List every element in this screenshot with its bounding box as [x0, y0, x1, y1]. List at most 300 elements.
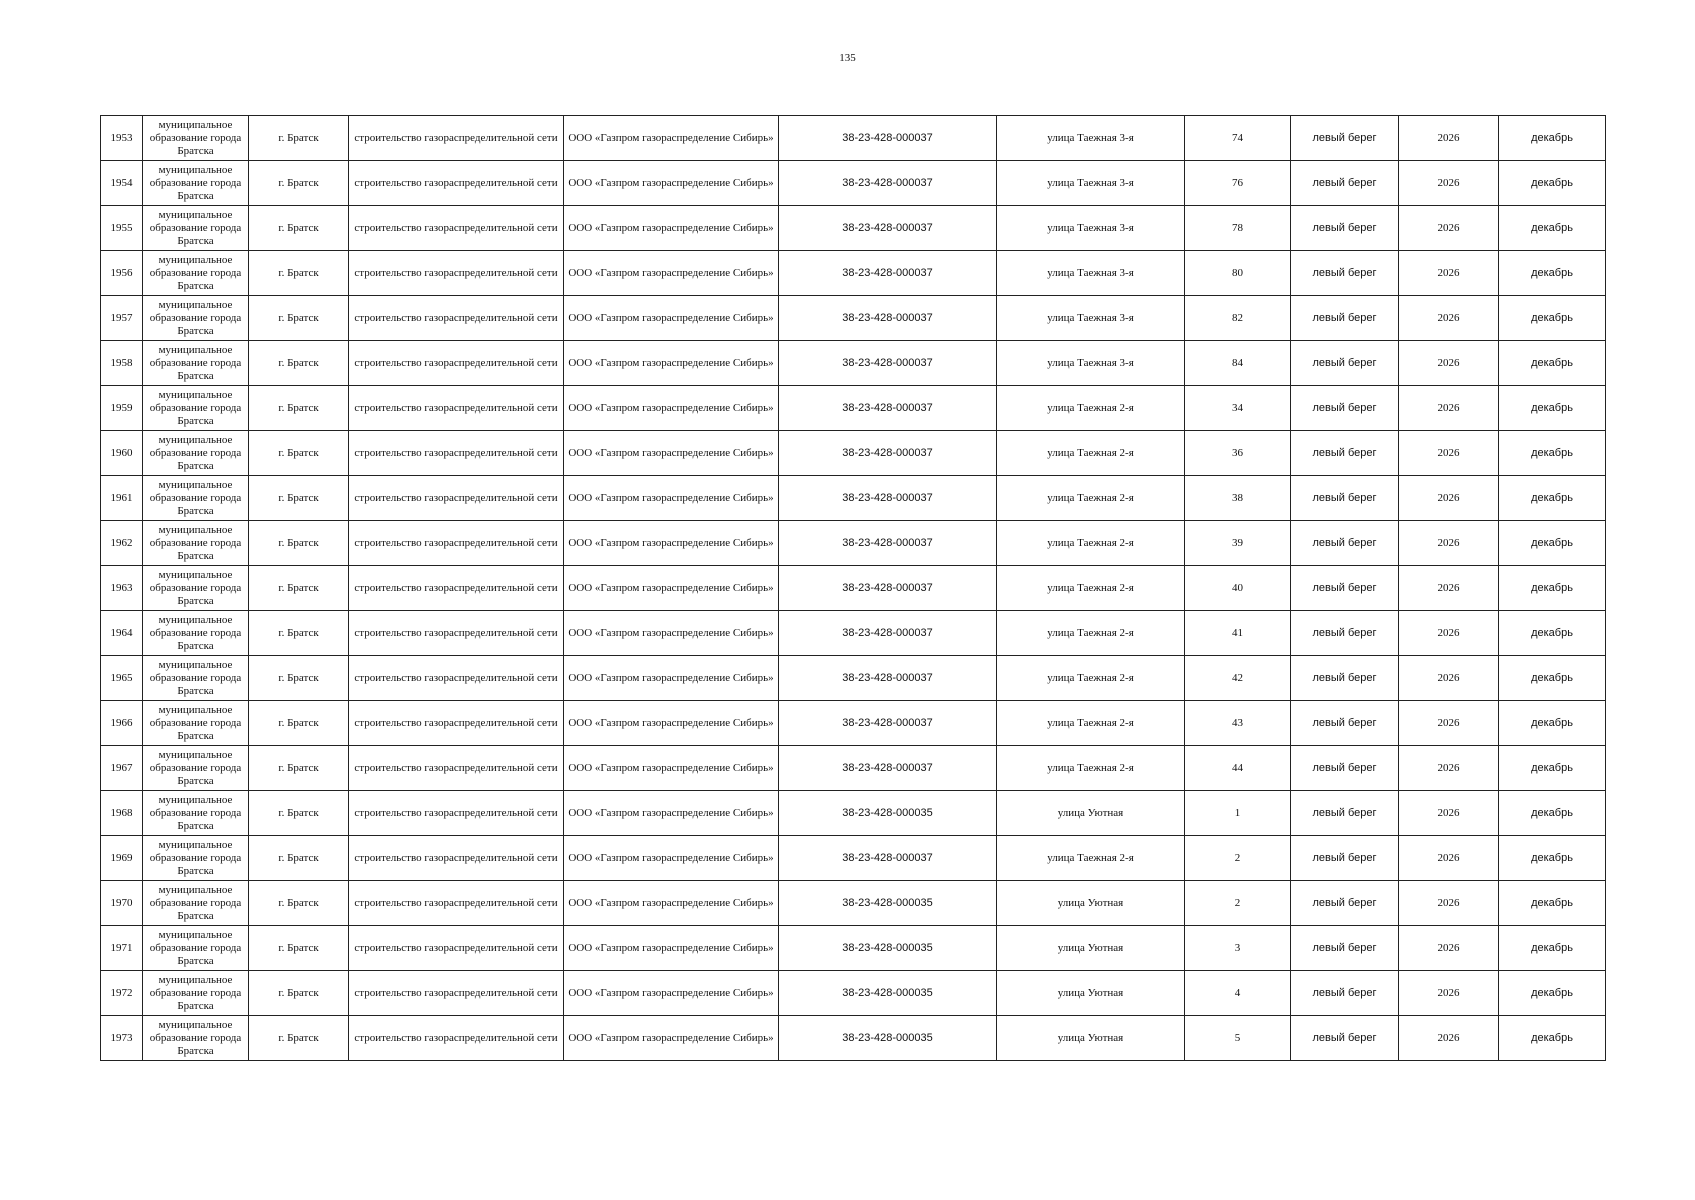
work-type-cell: строительство газораспределительной сети	[349, 566, 564, 611]
street-cell: улица Таежная 2-я	[997, 431, 1185, 476]
work-type-cell: строительство газораспределительной сети	[349, 611, 564, 656]
municipality-line-2: образование города	[149, 221, 242, 234]
work-type-cell: строительство газораспределительной сети	[349, 206, 564, 251]
municipality-cell	[143, 116, 249, 161]
table-row	[101, 251, 1606, 296]
street-cell: улица Таежная 3-я	[997, 161, 1185, 206]
network-code-cell: 38-23-428-000037	[779, 836, 997, 881]
house-number-cell: 44	[1185, 746, 1291, 791]
municipality-line-3: Братска	[177, 684, 214, 697]
year-cell: 2026	[1399, 701, 1499, 746]
table-row	[101, 701, 1606, 746]
organization-cell: ООО «Газпром газораспределение Сибирь»	[564, 251, 779, 296]
street-cell: улица Таежная 2-я	[997, 566, 1185, 611]
house-number-cell: 74	[1185, 116, 1291, 161]
city-cell: г. Братск	[249, 1016, 349, 1061]
house-number-cell: 40	[1185, 566, 1291, 611]
house-number-cell: 42	[1185, 656, 1291, 701]
city-cell: г. Братск	[249, 296, 349, 341]
year-cell: 2026	[1399, 431, 1499, 476]
year-cell: 2026	[1399, 161, 1499, 206]
row-number-cell: 1971	[101, 926, 143, 971]
organization-cell: ООО «Газпром газораспределение Сибирь»	[564, 611, 779, 656]
network-code-cell: 38-23-428-000037	[779, 116, 997, 161]
city-cell: г. Братск	[249, 791, 349, 836]
month-cell: декабрь	[1499, 656, 1606, 701]
municipality-line-1: муниципальное	[158, 748, 233, 761]
municipality-line-3: Братска	[177, 729, 214, 742]
municipality-line-2: образование города	[149, 446, 242, 459]
municipality-line-2: образование города	[149, 311, 242, 324]
street-cell: улица Таежная 2-я	[997, 611, 1185, 656]
organization-cell: ООО «Газпром газораспределение Сибирь»	[564, 746, 779, 791]
street-cell: улица Уютная	[997, 971, 1185, 1016]
work-type-cell: строительство газораспределительной сети	[349, 341, 564, 386]
municipality-line-2: образование города	[149, 266, 242, 279]
municipality-line-1: муниципальное	[158, 1018, 233, 1031]
street-cell: улица Таежная 3-я	[997, 116, 1185, 161]
municipality-line-3: Братска	[177, 459, 214, 472]
municipality-cell	[143, 521, 249, 566]
row-number-cell: 1966	[101, 701, 143, 746]
municipality-cell	[143, 611, 249, 656]
work-type-cell: строительство газораспределительной сети	[349, 701, 564, 746]
city-cell: г. Братск	[249, 701, 349, 746]
network-code-cell: 38-23-428-000035	[779, 791, 997, 836]
network-code-cell: 38-23-428-000037	[779, 251, 997, 296]
municipality-line-1: муниципальное	[158, 523, 233, 536]
work-type-cell: строительство газораспределительной сети	[349, 476, 564, 521]
row-number-cell: 1968	[101, 791, 143, 836]
network-code-cell: 38-23-428-000037	[779, 341, 997, 386]
municipality-cell	[143, 971, 249, 1016]
row-number-cell: 1964	[101, 611, 143, 656]
work-type-cell: строительство газораспределительной сети	[349, 971, 564, 1016]
month-cell: декабрь	[1499, 566, 1606, 611]
year-cell: 2026	[1399, 881, 1499, 926]
house-number-cell: 34	[1185, 386, 1291, 431]
municipality-line-2: образование города	[149, 536, 242, 549]
city-cell: г. Братск	[249, 206, 349, 251]
month-cell: декабрь	[1499, 836, 1606, 881]
river-bank-cell: левый берег	[1291, 431, 1399, 476]
month-cell: декабрь	[1499, 206, 1606, 251]
river-bank-cell: левый берег	[1291, 116, 1399, 161]
row-number-cell: 1955	[101, 206, 143, 251]
street-cell: улица Таежная 3-я	[997, 206, 1185, 251]
municipality-line-3: Братска	[177, 954, 214, 967]
work-type-cell: строительство газораспределительной сети	[349, 251, 564, 296]
municipality-line-1: муниципальное	[158, 928, 233, 941]
street-cell: улица Таежная 3-я	[997, 296, 1185, 341]
municipality-line-3: Братска	[177, 234, 214, 247]
year-cell: 2026	[1399, 386, 1499, 431]
organization-cell: ООО «Газпром газораспределение Сибирь»	[564, 341, 779, 386]
municipality-cell	[143, 431, 249, 476]
house-number-cell: 76	[1185, 161, 1291, 206]
row-number-cell: 1962	[101, 521, 143, 566]
table-row	[101, 521, 1606, 566]
year-cell: 2026	[1399, 476, 1499, 521]
network-code-cell: 38-23-428-000037	[779, 161, 997, 206]
house-number-cell: 2	[1185, 881, 1291, 926]
year-cell: 2026	[1399, 836, 1499, 881]
network-code-cell: 38-23-428-000037	[779, 296, 997, 341]
street-cell: улица Таежная 2-я	[997, 746, 1185, 791]
municipality-line-1: муниципальное	[158, 208, 233, 221]
river-bank-cell: левый берег	[1291, 476, 1399, 521]
street-cell: улица Таежная 2-я	[997, 386, 1185, 431]
municipality-line-2: образование города	[149, 671, 242, 684]
row-number-cell: 1954	[101, 161, 143, 206]
city-cell: г. Братск	[249, 386, 349, 431]
city-cell: г. Братск	[249, 926, 349, 971]
work-type-cell: строительство газораспределительной сети	[349, 836, 564, 881]
river-bank-cell: левый берег	[1291, 161, 1399, 206]
work-type-cell: строительство газораспределительной сети	[349, 521, 564, 566]
network-code-cell: 38-23-428-000035	[779, 1016, 997, 1061]
municipality-line-1: муниципальное	[158, 253, 233, 266]
house-number-cell: 36	[1185, 431, 1291, 476]
network-code-cell: 38-23-428-000037	[779, 566, 997, 611]
row-number-cell: 1960	[101, 431, 143, 476]
table-row	[101, 881, 1606, 926]
city-cell: г. Братск	[249, 566, 349, 611]
month-cell: декабрь	[1499, 1016, 1606, 1061]
work-type-cell: строительство газораспределительной сети	[349, 431, 564, 476]
organization-cell: ООО «Газпром газораспределение Сибирь»	[564, 116, 779, 161]
organization-cell: ООО «Газпром газораспределение Сибирь»	[564, 836, 779, 881]
street-cell: улица Таежная 2-я	[997, 701, 1185, 746]
city-cell: г. Братск	[249, 161, 349, 206]
municipality-cell	[143, 341, 249, 386]
month-cell: декабрь	[1499, 431, 1606, 476]
organization-cell: ООО «Газпром газораспределение Сибирь»	[564, 791, 779, 836]
work-type-cell: строительство газораспределительной сети	[349, 926, 564, 971]
year-cell: 2026	[1399, 746, 1499, 791]
municipality-line-3: Братска	[177, 864, 214, 877]
page-number: 135	[839, 52, 856, 64]
year-cell: 2026	[1399, 116, 1499, 161]
month-cell: декабрь	[1499, 926, 1606, 971]
organization-cell: ООО «Газпром газораспределение Сибирь»	[564, 566, 779, 611]
municipality-cell	[143, 881, 249, 926]
house-number-cell: 5	[1185, 1016, 1291, 1061]
month-cell: декабрь	[1499, 971, 1606, 1016]
house-number-cell: 82	[1185, 296, 1291, 341]
year-cell: 2026	[1399, 1016, 1499, 1061]
house-number-cell: 38	[1185, 476, 1291, 521]
municipality-line-3: Братска	[177, 909, 214, 922]
municipality-line-2: образование города	[149, 896, 242, 909]
network-code-cell: 38-23-428-000037	[779, 386, 997, 431]
river-bank-cell: левый берег	[1291, 611, 1399, 656]
municipality-line-2: образование города	[149, 941, 242, 954]
municipality-cell	[143, 386, 249, 431]
year-cell: 2026	[1399, 611, 1499, 656]
year-cell: 2026	[1399, 251, 1499, 296]
organization-cell: ООО «Газпром газораспределение Сибирь»	[564, 386, 779, 431]
river-bank-cell: левый берег	[1291, 206, 1399, 251]
river-bank-cell: левый берег	[1291, 296, 1399, 341]
river-bank-cell: левый берег	[1291, 971, 1399, 1016]
municipality-line-2: образование города	[149, 131, 242, 144]
street-cell: улица Уютная	[997, 791, 1185, 836]
river-bank-cell: левый берег	[1291, 746, 1399, 791]
river-bank-cell: левый берег	[1291, 791, 1399, 836]
river-bank-cell: левый берег	[1291, 251, 1399, 296]
organization-cell: ООО «Газпром газораспределение Сибирь»	[564, 206, 779, 251]
municipality-line-1: муниципальное	[158, 298, 233, 311]
year-cell: 2026	[1399, 656, 1499, 701]
municipality-line-2: образование города	[149, 356, 242, 369]
municipality-line-2: образование города	[149, 176, 242, 189]
city-cell: г. Братск	[249, 836, 349, 881]
network-code-cell: 38-23-428-000037	[779, 656, 997, 701]
row-number-cell: 1965	[101, 656, 143, 701]
row-number-cell: 1958	[101, 341, 143, 386]
work-type-cell: строительство газораспределительной сети	[349, 791, 564, 836]
municipality-line-2: образование города	[149, 986, 242, 999]
organization-cell: ООО «Газпром газораспределение Сибирь»	[564, 431, 779, 476]
table-row	[101, 296, 1606, 341]
table-body	[101, 116, 1606, 1061]
river-bank-cell: левый берег	[1291, 656, 1399, 701]
municipality-line-1: муниципальное	[158, 118, 233, 131]
table-row	[101, 971, 1606, 1016]
street-cell: улица Таежная 2-я	[997, 656, 1185, 701]
street-cell: улица Таежная 2-я	[997, 476, 1185, 521]
work-type-cell: строительство газораспределительной сети	[349, 746, 564, 791]
row-number-cell: 1961	[101, 476, 143, 521]
table-row	[101, 656, 1606, 701]
street-cell: улица Уютная	[997, 926, 1185, 971]
organization-cell: ООО «Газпром газораспределение Сибирь»	[564, 476, 779, 521]
municipality-line-2: образование города	[149, 401, 242, 414]
table-row	[101, 431, 1606, 476]
municipality-cell	[143, 791, 249, 836]
table-row	[101, 1016, 1606, 1061]
river-bank-cell: левый берег	[1291, 1016, 1399, 1061]
work-type-cell: строительство газораспределительной сети	[349, 386, 564, 431]
municipality-line-2: образование города	[149, 806, 242, 819]
municipality-cell	[143, 566, 249, 611]
month-cell: декабрь	[1499, 161, 1606, 206]
network-code-cell: 38-23-428-000035	[779, 971, 997, 1016]
year-cell: 2026	[1399, 566, 1499, 611]
house-number-cell: 3	[1185, 926, 1291, 971]
work-type-cell: строительство газораспределительной сети	[349, 656, 564, 701]
house-number-cell: 80	[1185, 251, 1291, 296]
municipality-cell	[143, 251, 249, 296]
month-cell: декабрь	[1499, 251, 1606, 296]
municipality-line-3: Братска	[177, 549, 214, 562]
month-cell: декабрь	[1499, 881, 1606, 926]
gas-network-register-table	[100, 115, 1606, 1061]
municipality-cell	[143, 926, 249, 971]
house-number-cell: 39	[1185, 521, 1291, 566]
river-bank-cell: левый берег	[1291, 386, 1399, 431]
municipality-cell	[143, 161, 249, 206]
municipality-line-1: муниципальное	[158, 973, 233, 986]
work-type-cell: строительство газораспределительной сети	[349, 1016, 564, 1061]
city-cell: г. Братск	[249, 881, 349, 926]
table-row	[101, 116, 1606, 161]
municipality-line-2: образование города	[149, 761, 242, 774]
row-number-cell: 1956	[101, 251, 143, 296]
city-cell: г. Братск	[249, 746, 349, 791]
month-cell: декабрь	[1499, 296, 1606, 341]
network-code-cell: 38-23-428-000035	[779, 926, 997, 971]
municipality-line-3: Братска	[177, 324, 214, 337]
city-cell: г. Братск	[249, 656, 349, 701]
row-number-cell: 1959	[101, 386, 143, 431]
house-number-cell: 43	[1185, 701, 1291, 746]
municipality-cell	[143, 206, 249, 251]
municipality-cell	[143, 701, 249, 746]
month-cell: декабрь	[1499, 746, 1606, 791]
municipality-line-3: Братска	[177, 144, 214, 157]
organization-cell: ООО «Газпром газораспределение Сибирь»	[564, 656, 779, 701]
table-row	[101, 476, 1606, 521]
city-cell: г. Братск	[249, 341, 349, 386]
municipality-cell	[143, 296, 249, 341]
municipality-line-1: муниципальное	[158, 793, 233, 806]
municipality-line-1: муниципальное	[158, 478, 233, 491]
month-cell: декабрь	[1499, 386, 1606, 431]
river-bank-cell: левый берег	[1291, 926, 1399, 971]
river-bank-cell: левый берег	[1291, 701, 1399, 746]
municipality-line-1: муниципальное	[158, 343, 233, 356]
municipality-line-3: Братска	[177, 279, 214, 292]
street-cell: улица Таежная 2-я	[997, 521, 1185, 566]
table-row	[101, 386, 1606, 431]
river-bank-cell: левый берег	[1291, 836, 1399, 881]
organization-cell: ООО «Газпром газораспределение Сибирь»	[564, 521, 779, 566]
year-cell: 2026	[1399, 296, 1499, 341]
house-number-cell: 1	[1185, 791, 1291, 836]
municipality-line-3: Братска	[177, 414, 214, 427]
month-cell: декабрь	[1499, 341, 1606, 386]
organization-cell: ООО «Газпром газораспределение Сибирь»	[564, 161, 779, 206]
house-number-cell: 2	[1185, 836, 1291, 881]
municipality-cell	[143, 746, 249, 791]
table-row	[101, 341, 1606, 386]
municipality-line-3: Братска	[177, 1044, 214, 1057]
municipality-cell	[143, 1016, 249, 1061]
month-cell: декабрь	[1499, 791, 1606, 836]
municipality-line-1: муниципальное	[158, 883, 233, 896]
work-type-cell: строительство газораспределительной сети	[349, 881, 564, 926]
row-number-cell: 1957	[101, 296, 143, 341]
year-cell: 2026	[1399, 521, 1499, 566]
municipality-line-2: образование города	[149, 1031, 242, 1044]
municipality-line-1: муниципальное	[158, 433, 233, 446]
municipality-line-2: образование города	[149, 581, 242, 594]
street-cell: улица Таежная 3-я	[997, 341, 1185, 386]
month-cell: декабрь	[1499, 476, 1606, 521]
municipality-line-3: Братска	[177, 999, 214, 1012]
municipality-cell	[143, 836, 249, 881]
city-cell: г. Братск	[249, 611, 349, 656]
municipality-line-1: муниципальное	[158, 388, 233, 401]
month-cell: декабрь	[1499, 611, 1606, 656]
organization-cell: ООО «Газпром газораспределение Сибирь»	[564, 971, 779, 1016]
network-code-cell: 38-23-428-000037	[779, 521, 997, 566]
network-code-cell: 38-23-428-000035	[779, 881, 997, 926]
municipality-line-1: муниципальное	[158, 568, 233, 581]
municipality-line-3: Братска	[177, 639, 214, 652]
table-row	[101, 206, 1606, 251]
house-number-cell: 84	[1185, 341, 1291, 386]
row-number-cell: 1973	[101, 1016, 143, 1061]
city-cell: г. Братск	[249, 116, 349, 161]
street-cell: улица Уютная	[997, 881, 1185, 926]
street-cell: улица Таежная 2-я	[997, 836, 1185, 881]
municipality-line-3: Братска	[177, 189, 214, 202]
organization-cell: ООО «Газпром газораспределение Сибирь»	[564, 701, 779, 746]
row-number-cell: 1967	[101, 746, 143, 791]
row-number-cell: 1953	[101, 116, 143, 161]
organization-cell: ООО «Газпром газораспределение Сибирь»	[564, 926, 779, 971]
river-bank-cell: левый берег	[1291, 521, 1399, 566]
work-type-cell: строительство газораспределительной сети	[349, 161, 564, 206]
organization-cell: ООО «Газпром газораспределение Сибирь»	[564, 1016, 779, 1061]
municipality-line-1: муниципальное	[158, 163, 233, 176]
year-cell: 2026	[1399, 926, 1499, 971]
municipality-line-2: образование города	[149, 491, 242, 504]
municipality-line-2: образование города	[149, 851, 242, 864]
work-type-cell: строительство газораспределительной сети	[349, 116, 564, 161]
row-number-cell: 1970	[101, 881, 143, 926]
street-cell: улица Таежная 3-я	[997, 251, 1185, 296]
year-cell: 2026	[1399, 971, 1499, 1016]
municipality-cell	[143, 656, 249, 701]
table-row	[101, 746, 1606, 791]
network-code-cell: 38-23-428-000037	[779, 206, 997, 251]
year-cell: 2026	[1399, 791, 1499, 836]
city-cell: г. Братск	[249, 971, 349, 1016]
street-cell: улица Уютная	[997, 1016, 1185, 1061]
municipality-line-2: образование города	[149, 626, 242, 639]
municipality-line-3: Братска	[177, 369, 214, 382]
row-number-cell: 1969	[101, 836, 143, 881]
network-code-cell: 38-23-428-000037	[779, 431, 997, 476]
table-row	[101, 836, 1606, 881]
table-row	[101, 791, 1606, 836]
municipality-line-3: Братска	[177, 819, 214, 832]
row-number-cell: 1972	[101, 971, 143, 1016]
organization-cell: ООО «Газпром газораспределение Сибирь»	[564, 881, 779, 926]
month-cell: декабрь	[1499, 116, 1606, 161]
city-cell: г. Братск	[249, 251, 349, 296]
network-code-cell: 38-23-428-000037	[779, 476, 997, 521]
organization-cell: ООО «Газпром газораспределение Сибирь»	[564, 296, 779, 341]
network-code-cell: 38-23-428-000037	[779, 746, 997, 791]
year-cell: 2026	[1399, 206, 1499, 251]
house-number-cell: 78	[1185, 206, 1291, 251]
city-cell: г. Братск	[249, 431, 349, 476]
year-cell: 2026	[1399, 341, 1499, 386]
month-cell: декабрь	[1499, 521, 1606, 566]
municipality-cell	[143, 476, 249, 521]
network-code-cell: 38-23-428-000037	[779, 701, 997, 746]
municipality-line-3: Братска	[177, 594, 214, 607]
city-cell: г. Братск	[249, 521, 349, 566]
municipality-line-1: муниципальное	[158, 703, 233, 716]
row-number-cell: 1963	[101, 566, 143, 611]
river-bank-cell: левый берег	[1291, 341, 1399, 386]
